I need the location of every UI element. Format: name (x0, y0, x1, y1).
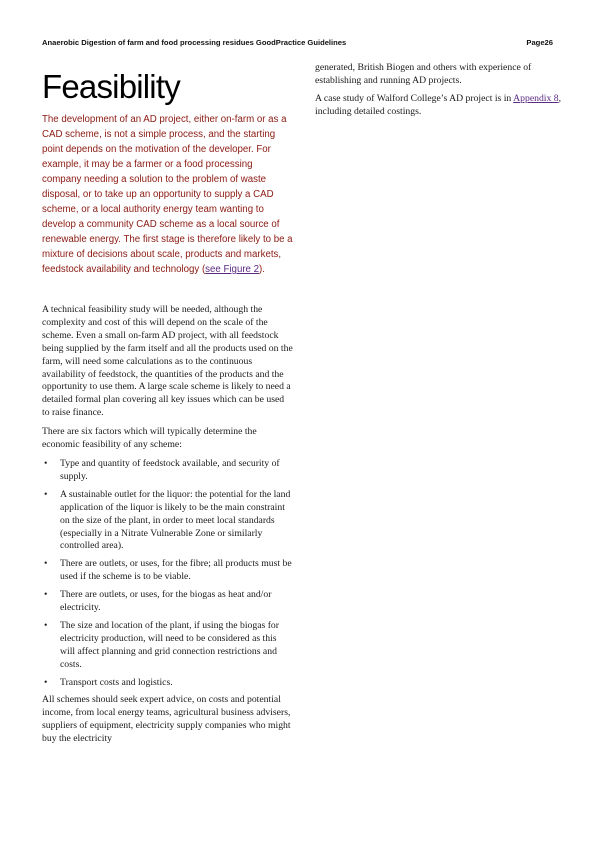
document-title: Anaerobic Digestion of farm and food processing residues GoodPractice Guidelines (42, 38, 347, 47)
page-number: Page26 (526, 38, 553, 47)
list-item-text: The size and location of the plant, if using the biogas for electricity production, will need to be considered as this will affect planning and grid connection restrictions and costs. (60, 619, 279, 670)
list-item (42, 589, 294, 615)
see-figure-2-link[interactable]: see Figure 2 (205, 264, 260, 275)
left-column (42, 62, 294, 752)
list-item (42, 458, 294, 484)
list-item-text: There are outlets, or uses, for the biogas as heat and/or electricity. (60, 589, 272, 614)
right-paragraph-2-text: A case study of Walford College’s AD project is in (315, 92, 514, 104)
right-paragraph-2-end: , including detailed costings. (315, 92, 562, 117)
list-item (42, 558, 294, 584)
section-spacer (42, 277, 294, 304)
body-paragraph-3: All schemes should seek expert advice, on costs and potential income, from local energy teams, agricultural business advisers, suppliers of equipment, electricity supply companies who might buy the electricity (42, 694, 291, 745)
intro-paragraph (42, 112, 294, 277)
list-item-text: Transport costs and logistics. (60, 676, 173, 688)
list-item (42, 489, 294, 554)
bullet-icon: • (44, 457, 48, 469)
right-column (315, 62, 563, 124)
bullet-icon: • (44, 619, 48, 631)
section-title: Feasibility (42, 68, 180, 105)
list-item-text: A sustainable outlet for the liquor: the potential for the land application of the liquor is likely to be the main constraint on the size of the plant, in order to meet local standards (especially in a Nitrate Vulnerable Zone or similarly controlled area). (60, 488, 291, 552)
appendix-8-link[interactable]: Appendix 8 (513, 92, 559, 104)
right-paragraph-1: generated, British Biogen and others with experience of establishing and running AD projects. (315, 62, 532, 86)
bullet-icon: • (44, 558, 48, 570)
body-paragraph-1: A technical feasibility study will be needed, although the complexity and cost of this will depend on the scale of the scheme. Even a small on-farm AD project, with all feedstock being supplied by the farm itself and all the products used on the farm, will need some calculations as to the continuous availability of feedstock, the quantities of the products and the opportunity to use them. A large scale scheme is likely to need a detailed formal plan covering all key issues which can be used to raise finance. (42, 304, 293, 419)
list-item-text: Type and quantity of feedstock available, and security of supply. (60, 457, 280, 482)
bullet-icon: • (44, 589, 48, 601)
list-item-text: There are outlets, or uses, for the fibre; all products must be used if the scheme is to be viable. (60, 558, 292, 583)
bullet-icon: • (44, 676, 48, 688)
body-paragraph-2: There are six factors which will typically determine the economic feasibility of any scheme: (42, 426, 257, 451)
intro-text: The development of an AD project, either on-farm or as a CAD scheme, is not a simple process, and the starting point depends on the motivation of the developer. For example, it may be a farmer or a food processing company needing a solution to the problem of waste disposal, or to take up an opportunity to supply a CAD scheme, or a local authority energy team wanting to develop a community CAD scheme as a local source of renewable energy. The first stage is therefore likely to be a mixture of decisions about scale, products and markets, feedstock availability and technology ( (42, 114, 293, 275)
list-item (42, 620, 294, 672)
factors-list (42, 458, 294, 690)
page-header (42, 38, 553, 47)
right-paragraph-2 (315, 93, 563, 119)
list-item (42, 677, 294, 690)
bullet-icon: • (44, 488, 48, 500)
intro-tail: ). (259, 264, 265, 275)
